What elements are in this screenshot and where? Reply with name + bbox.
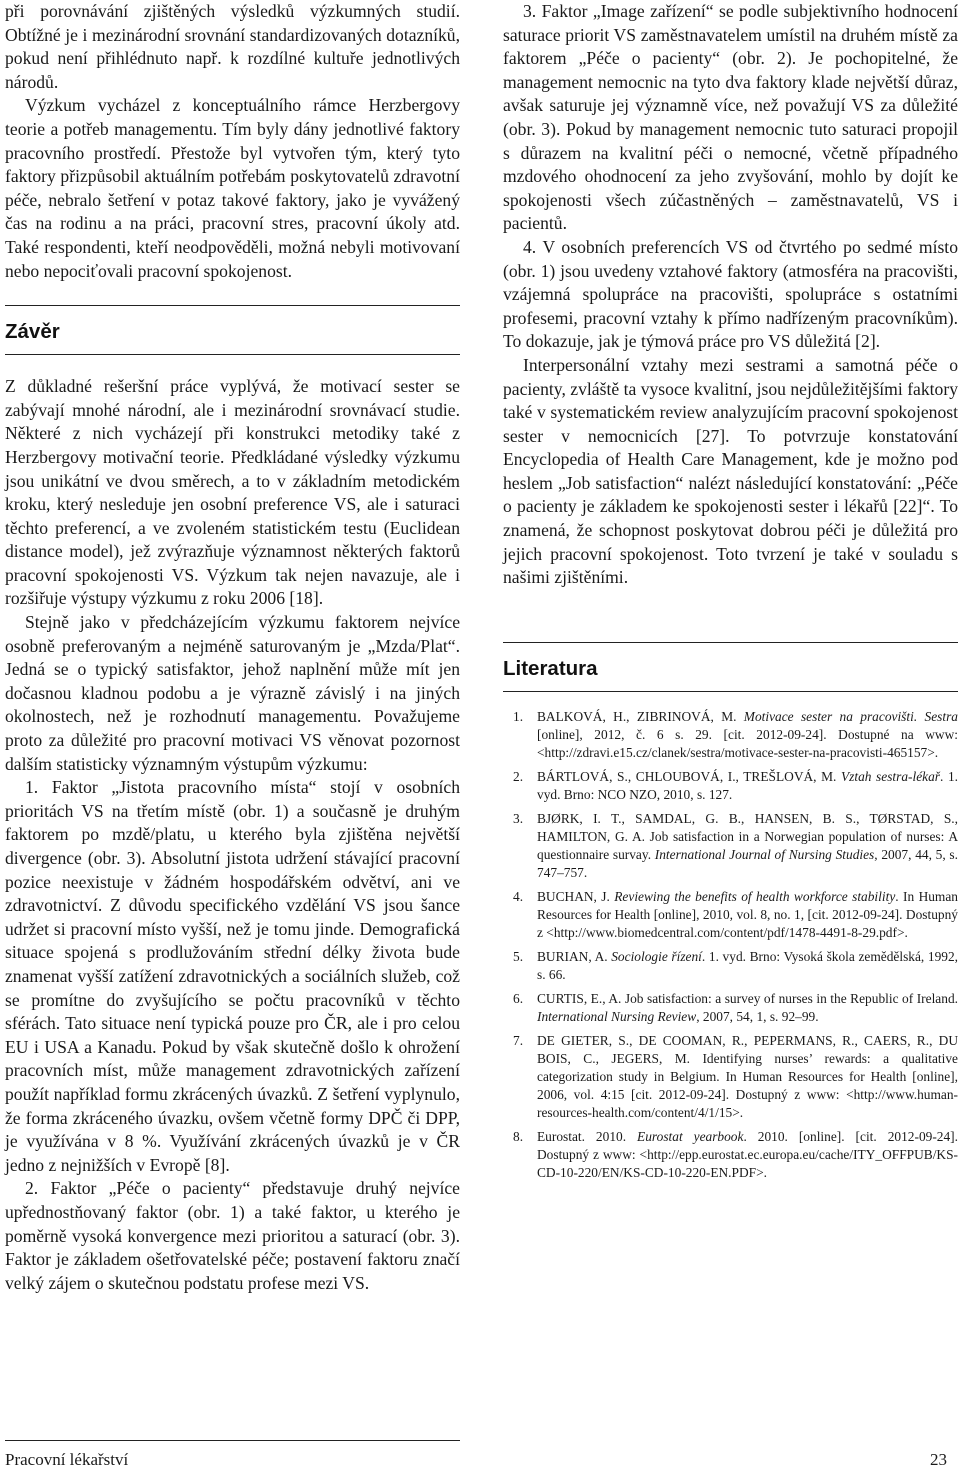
- reference-number: 1.: [513, 708, 524, 724]
- reference-number: 6.: [513, 990, 524, 1006]
- reference-item: [503, 1128, 958, 1182]
- reference-item: [503, 768, 958, 804]
- reference-number: 4.: [513, 888, 524, 904]
- left-column: [5, 0, 460, 1295]
- reference-title-italic: Motivace sester na pracovišti. Sestra: [743, 708, 958, 724]
- reference-text: [537, 708, 958, 762]
- body-paragraph: 2. Faktor „Péče o pacienty“ představuje druhý nejvíce upřednostňovaný faktor (obr. 1) a také faktor, u kterého je poměrně vysoká konvergence mezi prioritou a saturací (obr. 3). Faktor je základem ošetřovatelské péče; postavení faktoru značí velký zájem o skutečnou podstatu profese mezi VS.: [5, 1178, 460, 1293]
- reference-title-italic: Vztah sestra-lékař: [840, 768, 941, 784]
- conclusion-heading-block: [5, 305, 460, 355]
- reference-text-part: DE GIETER, S., DE COOMAN, R., PEPERMANS, R., CAERS, R., DU BOIS, C., JEGERS, M. Identifying nurses’ rewards: a qualitative categorization study in Belgium. In Human Resources for Health [online], 2006, vol. 4:15 [cit. 2012-09-24]. Dostupný z www: <http://www.human-resources-health.com/content/4/1/15>.: [537, 1032, 958, 1120]
- reference-number: 8.: [513, 1128, 524, 1144]
- reference-title-italic: International Nursing Review: [537, 1008, 697, 1024]
- reference-text-part: . In Human Resources for Health [online], 2010, vol. 8, no. 1, [cit. 2012-09-24]. Dostupný z <http://www.biomedcentral.com/content/pdf/1478-4491-8-29.pdf>.: [537, 888, 958, 940]
- reference-text: [537, 1032, 958, 1122]
- reference-text-part: . 1. vyd. Brno: Vysoká škola zemědělská, 1992, s. 66.: [537, 948, 959, 982]
- reference-text-part: , 2007, 54, 1, s. 92–99.: [696, 1008, 819, 1024]
- reference-item: [503, 810, 958, 882]
- reference-number: 5.: [513, 948, 524, 964]
- footer-rule: [5, 1440, 460, 1441]
- literature-heading: Literatura: [503, 656, 598, 680]
- literature-heading-block: [503, 642, 958, 692]
- reference-title-italic: Eurostat yearbook: [637, 1128, 744, 1144]
- body-paragraph: 3. Faktor „Image zařízení“ se podle subjektivního hodnocení saturace priorit VS zaměstnavatelem umístil na druhém místě za faktorem „Péče o pacienty“ (obr. 2). Je pochopitelné, že management nemocnic na tyto dva faktory klade největší důraz, avšak saturuje jej významně více, než považují VS za důležité (obr. 3). Pokud by management nemocnic tuto saturaci propojil s důrazem na kvalitní péči o nemocné, včetně případného mzdového ohodnocení za jeho zvyšování, mohlo by dojít ke spokojenosti všech zúčastněných – zaměstnavatelů, VS i pacientů.: [503, 1, 958, 234]
- reference-text-part: BALKOVÁ, H., ZIBRINOVÁ, M.: [537, 708, 744, 724]
- reference-text-part: BÁRTLOVÁ, S., CHLOUBOVÁ, I., TREŠLOVÁ, M.: [537, 768, 841, 784]
- reference-text-part: . 1. vyd. Brno: NCO NZO, 2010, s. 127.: [537, 768, 958, 802]
- reference-item: [503, 948, 958, 984]
- reference-text: [537, 948, 958, 984]
- reference-text: [537, 768, 958, 804]
- reference-text-part: Eurostat. 2010.: [537, 1128, 638, 1144]
- reference-text-part: . 2010. [online]. [cit. 2012-09-24]. Dostupný z www: <http://epp.eurostat.ec.europa.eu/cache/ITY_OFFPUB/KS-CD-10-220/EN/KS-CD-10-220-EN.PDF>.: [537, 1128, 958, 1180]
- reference-number: 7.: [513, 1032, 524, 1048]
- body-paragraph: 4. V osobních preferencích VS od čtvrtého po sedmé místo (obr. 1) jsou uvedeny vztahové faktory (atmosféra na pracovišti, vzájemná spolupráce na pracovišti, spolupráce s ostatními profesemi, pracovní vztahy k přímo nadřízeným pracovníkům). To dokazuje, jak je týmová práce pro VS důležitá [2].: [503, 236, 958, 352]
- page-number: 23: [930, 1450, 947, 1469]
- reference-number: 2.: [513, 768, 524, 784]
- heading-bottom-rule: [503, 691, 958, 692]
- reference-text: [537, 888, 958, 942]
- body-paragraph: Interpersonální vztahy mezi sestrami a samotná péče o pacienty, zvláště ta vysoce kvalitní, jsou nejdůležitějšími faktory také v systematickém review analyzujícím pracovní spokojenost sester v nemocnicích [27]. To potvrzuje konstatování Encyclopedia of Health Care Management, kde je možno pod heslem „Job satisfaction“ nalézt následující konstatování: „Péče o pacienty je základem ke spokojenosti sester i lékařů [22]“. To znamená, že schopnost poskytovat dobrou péči je důležitá pro jejich pracovní spokojenost. Toto tvrzení je také v souladu s našimi zjištěními.: [503, 354, 958, 588]
- body-paragraph: Z důkladné rešeršní práce vyplývá, že motivací sester se zabývají mnohé národní, ale i mezinárodní srovnávací studie. Některé z nich vycházejí při konstrukci metodiky také z Herzbergovy motivační teorie. Předkládané výsledky výzkumu jsou unikátní ve dvou směrech, a to v základním metodickém kroku, který nesleduje jen osobní preference VS, ale i saturaci těchto preferencí, a ve zvoleném statistickém testu (Euclidean distance model), jež zvýrazňuje významnost některých faktorů pracovní spokojenosti VS. Výzkum tak nejen navazuje, ale i rozšiřuje výstupy výzkumu z roku 2006 [18].: [5, 376, 460, 609]
- reference-text-part: CURTIS, E., A. Job satisfaction: a survey of nurses in the Republic of Ireland.: [537, 990, 958, 1006]
- reference-number: 3.: [513, 810, 524, 826]
- reference-title-italic: International Journal of Nursing Studies: [654, 846, 875, 862]
- reference-item: [503, 990, 958, 1026]
- reference-text: [537, 810, 958, 882]
- conclusion-heading: Závěr: [5, 320, 60, 344]
- reference-item: [503, 708, 958, 762]
- reference-text-part: BURIAN, A.: [537, 948, 612, 964]
- reference-text-part: BUCHAN, J.: [537, 888, 615, 904]
- body-paragraph: Výzkum vycházel z konceptuálního rámce Herzbergovy teorie a potřeb managementu. Tím byly dány jednotlivé faktory pracovního prostředí. Přestože byl vytvořen tým, který tyto faktory přizpůsobil aktuálním potřebám poskytovatelů zdravotní péče, nebralo šetření v potaz takové faktory, jako je vyvážený čas na rodinu a na práci, pracovní stres, pracovní úkoly atd. Také respondenti, kteří neodpověděli, možná nebyli motivovaní nebo nepociťovali pracovní spokojenost.: [5, 95, 460, 281]
- reference-text: [537, 990, 958, 1026]
- right-column: [503, 0, 958, 1188]
- reference-text: [537, 1128, 958, 1182]
- reference-title-italic: Reviewing the benefits of health workforce stability: [614, 888, 896, 904]
- reference-item: [503, 888, 958, 942]
- body-paragraph: Stejně jako v předcházejícím výzkumu faktorem nejvíce osobně preferovaným a nejméně saturovaným je „Mzda/Plat“. Jedná se o typický satisfaktor, jehož naplnění může mít jen dočasnou kladnou podobu a je výrazně závislý i na jiných okolnostech, než je rozhodnutí managementu. Považujeme proto za důležité pro pracovní motivaci VS věnovat pozornost dalším statisticky významným výstupům výzkumu:: [5, 612, 460, 774]
- body-paragraph: při porovnávání zjištěných výsledků výzkumných studií. Obtížné je i mezinárodní srovnání standardizovaných dotazníků, pokud není přihlédnuto např. k rozdílné kultuře jednotlivých národů.: [5, 1, 460, 92]
- body-paragraph: 1. Faktor „Jistota pracovního místa“ stojí v osobních prioritách VS na třetím místě (obr. 1) a současně je druhým faktorem po mzdě/platu, u kterého byla zjištěna největší divergence (obr. 3). Absolutní jistota udržení stávající pracovní pozice neexistuje v žádném hospodářském odvětví, ani ve zdravotnictví. Z důvodu specifického vzdělání VS jsou šance udržet si pracovní místo vyšší, než je tomu jinde. Demografická situace spojená s prodlužováním střední délky života bude znamenat vyšší zatížení zdravotnických a sociálních služeb, což se promítne do zvyšujícího se počtu pracovníků v těchto sférách. Tato situace není typická pouze pro ČR, ale i pro celou EU i USA a Kanadu. Pokud by však skutečně došlo k ohrožení pracovních míst, může management zdravotnických zařízení použít například formu zkrácených úvazků. Z šetření vyplynulo, že forma zkráceného úvazku, ovšem včetně formy DPČ či DPP, je využívána v 8 %. Využívání zkrácených úvazků je v ČR jedno z nejnižších v Evropě [8].: [5, 777, 460, 1175]
- reference-item: [503, 1032, 958, 1122]
- reference-text-part: BJØRK, I. T., SAMDAL, G. B., HANSEN, B. S., TØRSTAD, S., HAMILTON, G. A. Job satisfaction in a Norwegian population of nurses: A questionnaire survay.: [537, 810, 958, 862]
- reference-text-part: , 2007, 44, 5, s. 747–757.: [537, 846, 958, 880]
- heading-bottom-rule: [5, 354, 460, 355]
- journal-name: Pracovní lékařství: [5, 1450, 129, 1469]
- reference-list: [503, 708, 958, 1182]
- reference-text-part: [online], 2012, č. 6 s. 29. [cit. 2012-09-24]. Dostupné na www: <http://zdravi.e15.cz/clanek/sestra/motivace-sester-na-pracovisti-465157>.: [537, 726, 958, 760]
- reference-title-italic: Sociologie řízení: [611, 948, 702, 964]
